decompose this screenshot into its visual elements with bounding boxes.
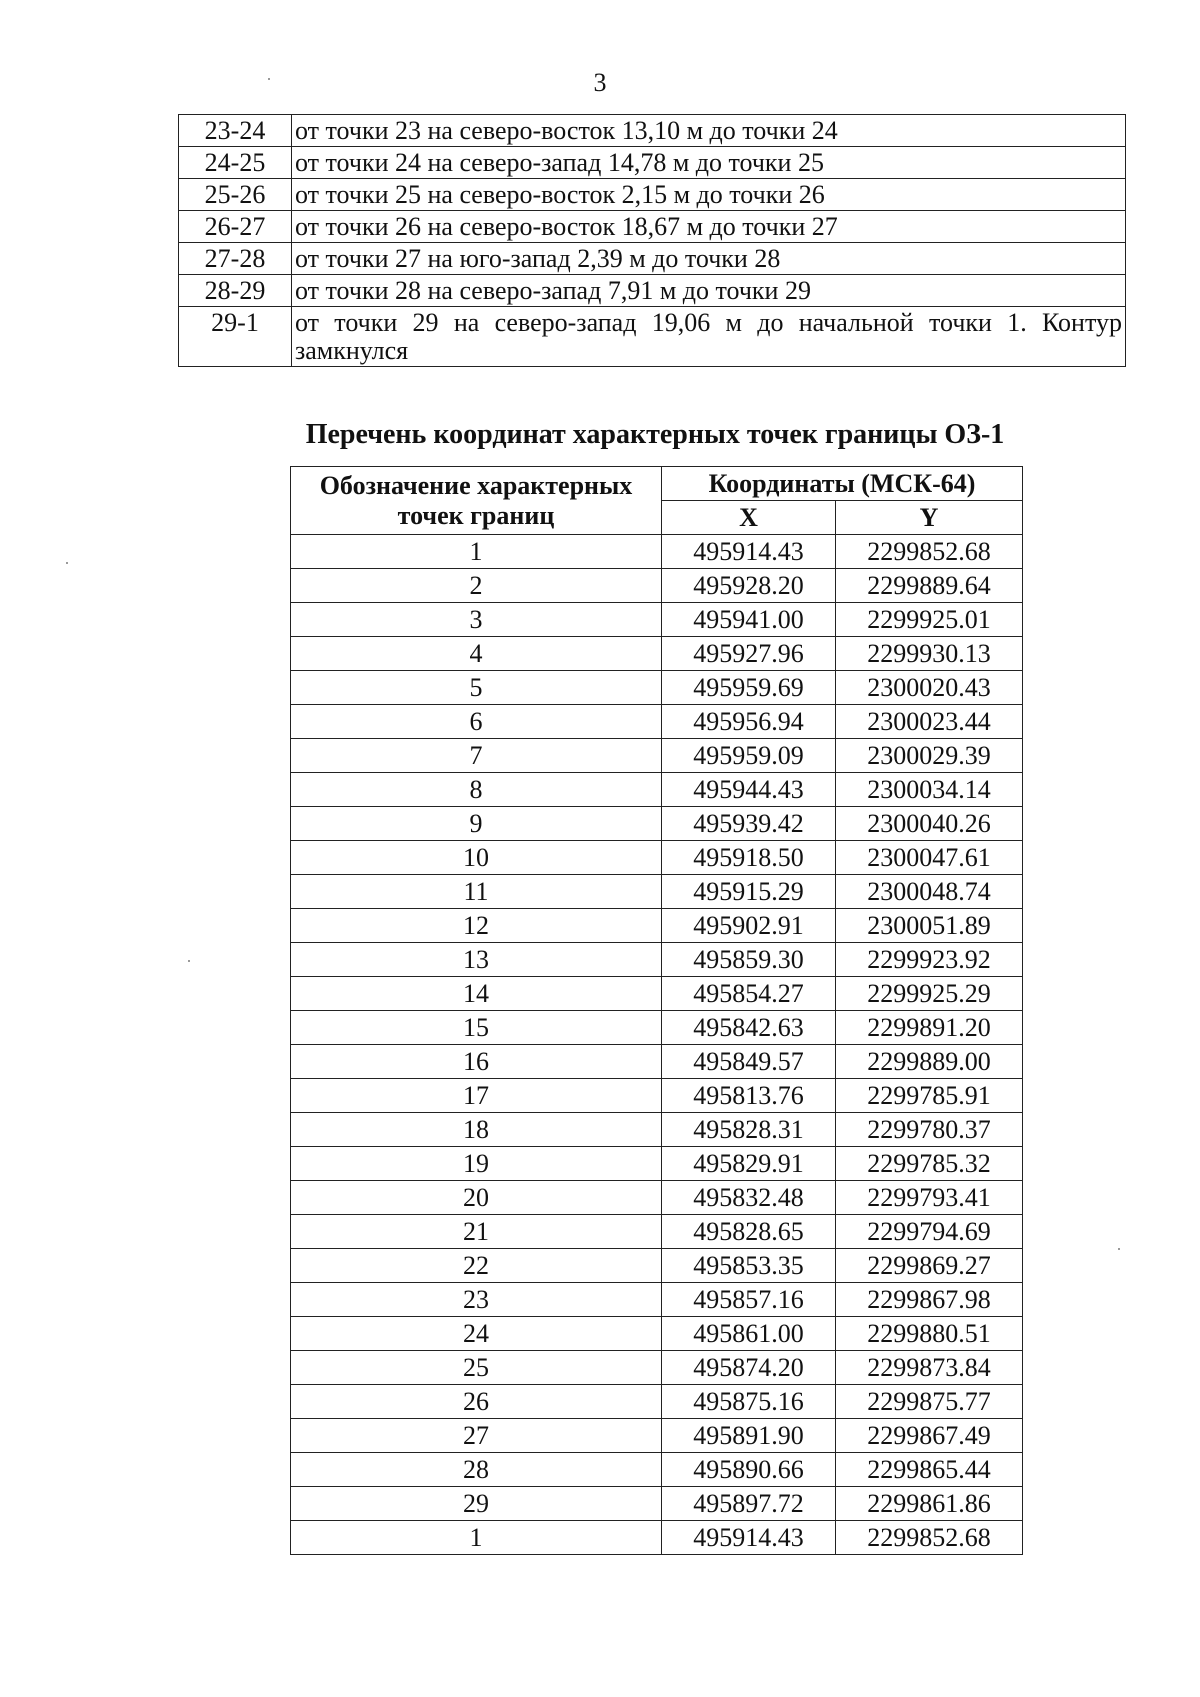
coordinate-row <box>291 1385 1023 1419</box>
coordinate-row <box>291 1419 1023 1453</box>
coordinate-row <box>291 705 1023 739</box>
y-coordinate: 2299880.51 <box>836 1317 1023 1351</box>
point-number: 10 <box>291 841 662 875</box>
x-coordinate: 495944.43 <box>662 773 836 807</box>
y-coordinate: 2299889.00 <box>836 1045 1023 1079</box>
y-coordinate: 2299889.64 <box>836 569 1023 603</box>
x-coordinate: 495959.69 <box>662 671 836 705</box>
designation-header: Обозначение характерных точек границ <box>291 467 662 535</box>
segment-row <box>179 147 1126 179</box>
x-coordinate: 495914.43 <box>662 535 836 569</box>
point-number: 27 <box>291 1419 662 1453</box>
page-number: 3 <box>593 68 607 97</box>
coordinates-table-body <box>291 535 1023 1555</box>
point-number: 18 <box>291 1113 662 1147</box>
point-number: 24 <box>291 1317 662 1351</box>
y-coordinate: 2299852.68 <box>836 535 1023 569</box>
point-number: 13 <box>291 943 662 977</box>
point-number: 6 <box>291 705 662 739</box>
coordinate-row <box>291 1079 1023 1113</box>
coordinate-row <box>291 603 1023 637</box>
coordinate-row <box>291 637 1023 671</box>
coordinate-row <box>291 535 1023 569</box>
x-coordinate: 495927.96 <box>662 637 836 671</box>
x-header: X <box>662 501 836 535</box>
y-coordinate: 2300020.43 <box>836 671 1023 705</box>
segment-row <box>179 179 1126 211</box>
coordinate-row <box>291 1147 1023 1181</box>
y-coordinate: 2299923.92 <box>836 943 1023 977</box>
point-number: 3 <box>291 603 662 637</box>
y-coordinate: 2300051.89 <box>836 909 1023 943</box>
segment-description: от точки 26 на северо-восток 18,67 м до точки 27 <box>292 211 1126 243</box>
x-coordinate: 495891.90 <box>662 1419 836 1453</box>
segment-description: от точки 27 на юго-запад 2,39 м до точки 28 <box>292 243 1126 275</box>
x-coordinate: 495928.20 <box>662 569 836 603</box>
y-coordinate: 2299865.44 <box>836 1453 1023 1487</box>
y-coordinate: 2300023.44 <box>836 705 1023 739</box>
x-coordinate: 495861.00 <box>662 1317 836 1351</box>
boundary-description-body <box>179 115 1126 367</box>
x-coordinate: 495857.16 <box>662 1283 836 1317</box>
point-number: 1 <box>291 535 662 569</box>
y-coordinate: 2300029.39 <box>836 739 1023 773</box>
y-coordinate: 2299785.32 <box>836 1147 1023 1181</box>
point-number: 8 <box>291 773 662 807</box>
point-number: 25 <box>291 1351 662 1385</box>
segment-id: 23-24 <box>179 115 292 147</box>
segment-description: от точки 24 на северо-запад 14,78 м до точки 25 <box>292 147 1126 179</box>
point-number: 7 <box>291 739 662 773</box>
coordinate-row <box>291 1521 1023 1555</box>
x-coordinate: 495842.63 <box>662 1011 836 1045</box>
section-title: Перечень координат характерных точек границы ОЗ-1 <box>305 419 1005 450</box>
y-coordinate: 2299930.13 <box>836 637 1023 671</box>
coordinate-row <box>291 977 1023 1011</box>
x-coordinate: 495829.91 <box>662 1147 836 1181</box>
y-coordinate: 2299852.68 <box>836 1521 1023 1555</box>
x-coordinate: 495853.35 <box>662 1249 836 1283</box>
x-coordinate: 495874.20 <box>662 1351 836 1385</box>
coordinate-row <box>291 1045 1023 1079</box>
x-coordinate: 495828.65 <box>662 1215 836 1249</box>
coordinate-row <box>291 1249 1023 1283</box>
point-number: 14 <box>291 977 662 1011</box>
point-number: 16 <box>291 1045 662 1079</box>
segment-row <box>179 211 1126 243</box>
segment-id: 24-25 <box>179 147 292 179</box>
scan-speck <box>188 960 190 962</box>
coordinate-row <box>291 1181 1023 1215</box>
coordinate-row <box>291 909 1023 943</box>
x-coordinate: 495897.72 <box>662 1487 836 1521</box>
coordinate-row <box>291 807 1023 841</box>
coordinate-row <box>291 943 1023 977</box>
x-coordinate: 495939.42 <box>662 807 836 841</box>
x-coordinate: 495915.29 <box>662 875 836 909</box>
point-number: 21 <box>291 1215 662 1249</box>
point-number: 23 <box>291 1283 662 1317</box>
coordinate-row <box>291 773 1023 807</box>
point-number: 17 <box>291 1079 662 1113</box>
segment-row <box>179 307 1126 367</box>
coordinate-row <box>291 1453 1023 1487</box>
x-coordinate: 495959.09 <box>662 739 836 773</box>
y-coordinate: 2300047.61 <box>836 841 1023 875</box>
segment-description: от точки 25 на северо-восток 2,15 м до точки 26 <box>292 179 1126 211</box>
y-coordinate: 2299861.86 <box>836 1487 1023 1521</box>
segment-row <box>179 115 1126 147</box>
coordinate-row <box>291 671 1023 705</box>
x-coordinate: 495854.27 <box>662 977 836 1011</box>
x-coordinate: 495875.16 <box>662 1385 836 1419</box>
coordinate-row <box>291 1351 1023 1385</box>
scan-speck <box>66 562 68 564</box>
y-coordinate: 2299875.77 <box>836 1385 1023 1419</box>
coordinates-table-header <box>291 467 1023 535</box>
point-number: 22 <box>291 1249 662 1283</box>
point-number: 26 <box>291 1385 662 1419</box>
segment-id: 26-27 <box>179 211 292 243</box>
y-coordinate: 2299867.98 <box>836 1283 1023 1317</box>
segment-row <box>179 243 1126 275</box>
y-coordinate: 2300048.74 <box>836 875 1023 909</box>
point-number: 15 <box>291 1011 662 1045</box>
segment-id: 25-26 <box>179 179 292 211</box>
scan-speck <box>268 78 270 80</box>
y-coordinate: 2299794.69 <box>836 1215 1023 1249</box>
x-coordinate: 495859.30 <box>662 943 836 977</box>
coordinate-row <box>291 1317 1023 1351</box>
segment-id: 27-28 <box>179 243 292 275</box>
coordinate-row <box>291 875 1023 909</box>
y-coordinate: 2299793.41 <box>836 1181 1023 1215</box>
coordinates-header: Координаты (МСК-64) <box>662 467 1023 501</box>
point-number: 20 <box>291 1181 662 1215</box>
y-coordinate: 2300034.14 <box>836 773 1023 807</box>
point-number: 11 <box>291 875 662 909</box>
y-header: Y <box>836 501 1023 535</box>
point-number: 2 <box>291 569 662 603</box>
point-number: 4 <box>291 637 662 671</box>
x-coordinate: 495828.31 <box>662 1113 836 1147</box>
x-coordinate: 495918.50 <box>662 841 836 875</box>
x-coordinate: 495849.57 <box>662 1045 836 1079</box>
y-coordinate: 2299873.84 <box>836 1351 1023 1385</box>
y-coordinate: 2299925.29 <box>836 977 1023 1011</box>
point-number: 28 <box>291 1453 662 1487</box>
coordinates-table <box>290 466 1023 1555</box>
y-coordinate: 2300040.26 <box>836 807 1023 841</box>
point-number: 29 <box>291 1487 662 1521</box>
y-coordinate: 2299780.37 <box>836 1113 1023 1147</box>
boundary-description-table <box>178 114 1126 367</box>
coordinate-row <box>291 739 1023 773</box>
coordinate-row <box>291 1113 1023 1147</box>
coordinate-row <box>291 569 1023 603</box>
y-coordinate: 2299867.49 <box>836 1419 1023 1453</box>
x-coordinate: 495941.00 <box>662 603 836 637</box>
scan-speck <box>1118 1248 1120 1250</box>
y-coordinate: 2299891.20 <box>836 1011 1023 1045</box>
x-coordinate: 495890.66 <box>662 1453 836 1487</box>
coordinate-row <box>291 1487 1023 1521</box>
coordinate-row <box>291 1215 1023 1249</box>
x-coordinate: 495902.91 <box>662 909 836 943</box>
point-number: 5 <box>291 671 662 705</box>
segment-row <box>179 275 1126 307</box>
y-coordinate: 2299925.01 <box>836 603 1023 637</box>
segment-description: от точки 29 на северо-запад 19,06 м до начальной точки 1. Контур замкнулся <box>292 307 1126 367</box>
point-number: 1 <box>291 1521 662 1555</box>
segment-id: 28-29 <box>179 275 292 307</box>
segment-description: от точки 23 на северо-восток 13,10 м до точки 24 <box>292 115 1126 147</box>
y-coordinate: 2299869.27 <box>836 1249 1023 1283</box>
coordinate-row <box>291 1283 1023 1317</box>
point-number: 9 <box>291 807 662 841</box>
point-number: 19 <box>291 1147 662 1181</box>
x-coordinate: 495832.48 <box>662 1181 836 1215</box>
x-coordinate: 495813.76 <box>662 1079 836 1113</box>
segment-description: от точки 28 на северо-запад 7,91 м до точки 29 <box>292 275 1126 307</box>
coordinate-row <box>291 841 1023 875</box>
x-coordinate: 495956.94 <box>662 705 836 739</box>
coordinate-row <box>291 1011 1023 1045</box>
segment-id: 29-1 <box>179 307 292 367</box>
y-coordinate: 2299785.91 <box>836 1079 1023 1113</box>
point-number: 12 <box>291 909 662 943</box>
x-coordinate: 495914.43 <box>662 1521 836 1555</box>
